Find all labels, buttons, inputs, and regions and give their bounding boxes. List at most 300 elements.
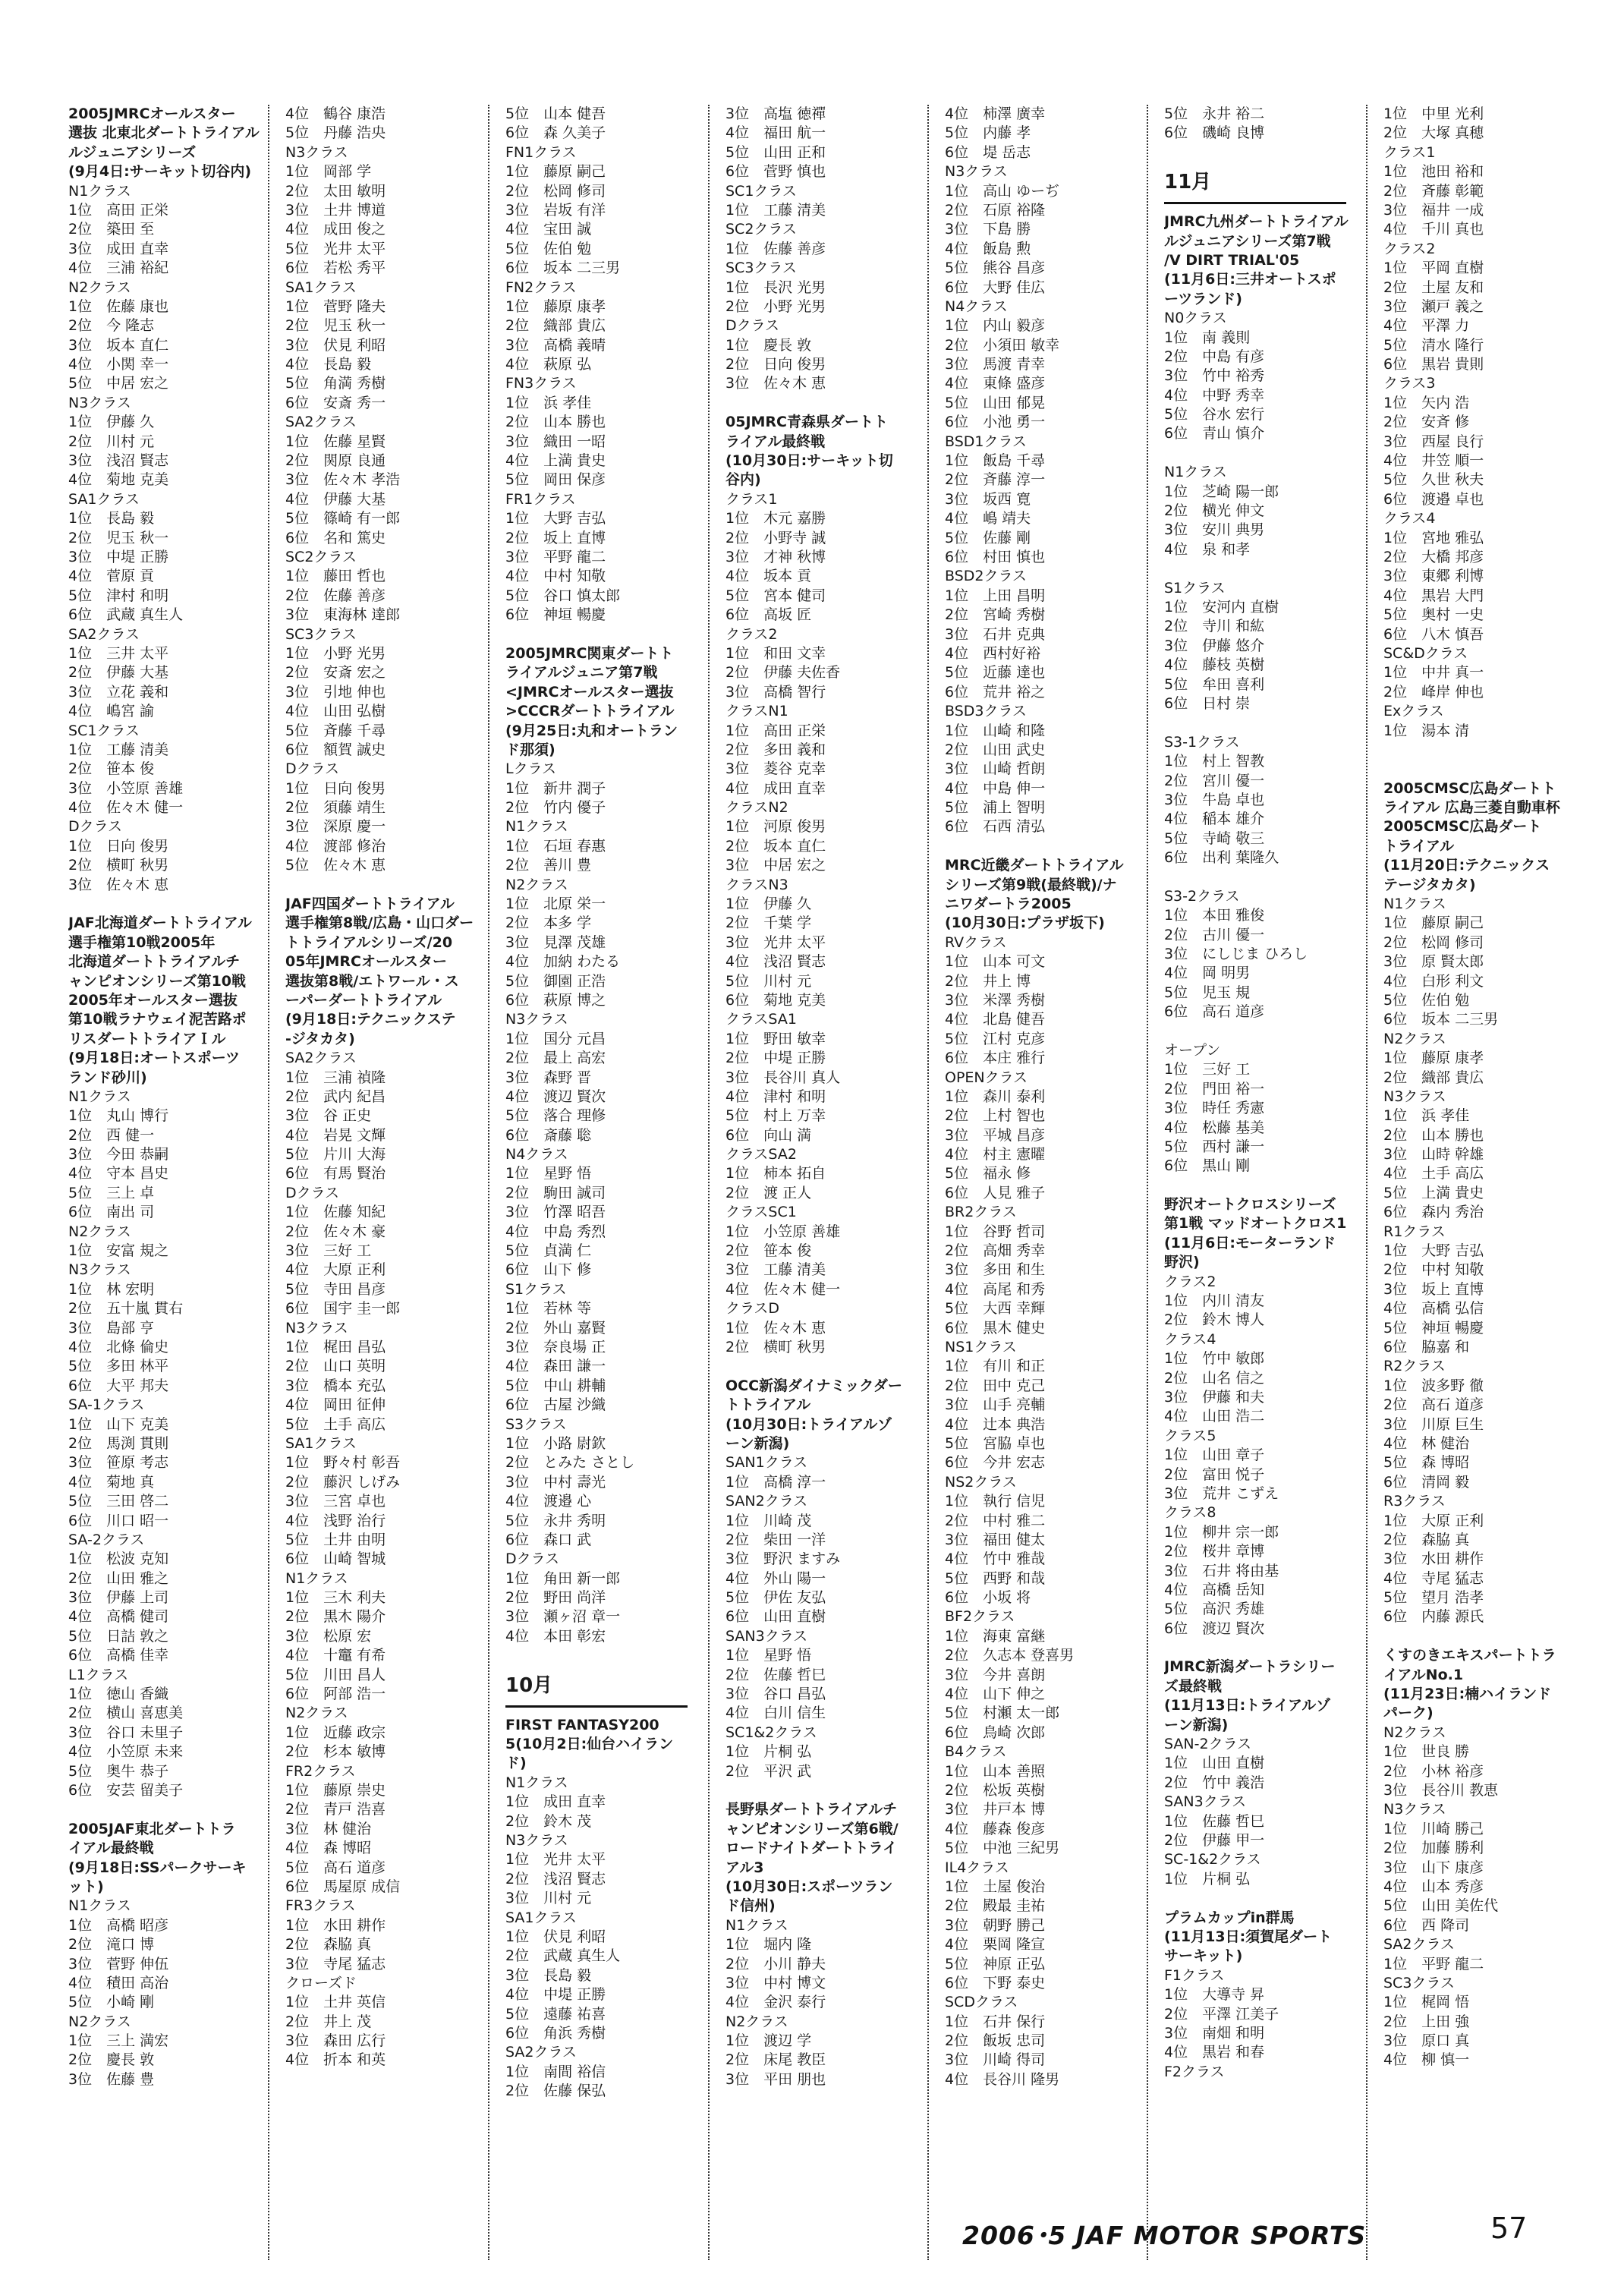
result-entry: 1位 宮地 雅弘 bbox=[1383, 529, 1484, 546]
result-entry: 5位 神垣 暢慶 bbox=[1383, 1319, 1484, 1336]
class-heading: FR2クラス bbox=[285, 1762, 356, 1780]
class-heading: SA-1クラス bbox=[68, 1396, 145, 1414]
result-entry: 6位 日村 崇 bbox=[1164, 694, 1251, 712]
event-title: 長野県ダートトライアルチ bbox=[725, 1801, 898, 1818]
class-heading: SAN1クラス bbox=[725, 1454, 808, 1472]
result-entry: 1位 片桐 弘 bbox=[725, 1743, 812, 1761]
result-entry: 1位 三井 太平 bbox=[68, 644, 169, 662]
results-column-7 bbox=[1383, 105, 1579, 2070]
result-entry: 6位 西 降司 bbox=[1383, 1916, 1470, 1934]
class-heading: クラスSA1 bbox=[725, 1011, 797, 1028]
result-entry: 1位 矢内 浩 bbox=[1383, 394, 1470, 411]
result-entry: 2位 横光 伸文 bbox=[1164, 502, 1265, 520]
event-title: ーパーダートトライアル bbox=[285, 991, 442, 1009]
result-entry: 4位 坂本 貢 bbox=[725, 568, 812, 585]
result-entry: 4位 柿澤 廣幸 bbox=[945, 105, 1046, 122]
section-spacer bbox=[1164, 143, 1360, 162]
result-entry: 2位 児玉 秋一 bbox=[285, 317, 386, 335]
result-entry: 1位 梶岡 悟 bbox=[1383, 1994, 1470, 2011]
class-heading: N1クラス bbox=[725, 1916, 788, 1934]
result-entry: 6位 萩原 博之 bbox=[505, 991, 606, 1009]
result-entry: 4位 白形 利文 bbox=[1383, 972, 1484, 990]
result-entry: 2位 山本 勝也 bbox=[505, 414, 606, 431]
result-entry: 1位 芝崎 陽一郎 bbox=[1164, 483, 1279, 500]
result-entry: 5位 望月 浩孝 bbox=[1383, 1589, 1484, 1607]
result-entry: 3位 平城 昌彦 bbox=[945, 1126, 1046, 1144]
result-entry: 1位 高田 正栄 bbox=[725, 722, 826, 739]
result-entry: 2位 平沢 武 bbox=[725, 1762, 812, 1780]
event-title: ランド砂川) bbox=[68, 1069, 147, 1086]
result-entry: 6位 内藤 源氏 bbox=[1383, 1608, 1484, 1626]
class-heading: SA1クラス bbox=[505, 1909, 577, 1926]
result-entry: 4位 菅原 貢 bbox=[68, 568, 155, 585]
event-title: 5(10月2日:仙台ハイラン bbox=[505, 1736, 674, 1753]
result-entry: 3位 伊藤 和夫 bbox=[1164, 1389, 1265, 1406]
result-entry: 3位 山手 亮輔 bbox=[945, 1396, 1046, 1414]
result-entry: 4位 柳 慎一 bbox=[1383, 2051, 1470, 2069]
result-entry: 3位 森野 晋 bbox=[505, 1069, 592, 1086]
result-entry: 1位 内川 清友 bbox=[1164, 1292, 1265, 1310]
result-entry: 3位 原 賢太郎 bbox=[1383, 953, 1484, 971]
result-entry: 2位 築田 至 bbox=[68, 221, 155, 238]
result-entry: 1位 平岡 直樹 bbox=[1383, 260, 1484, 277]
result-entry: 3位 高橋 義晴 bbox=[505, 336, 606, 354]
result-entry: 1位 日向 俊男 bbox=[285, 779, 386, 797]
result-entry: 6位 出利 葉隆久 bbox=[1164, 849, 1279, 867]
result-entry: 4位 成田 俊之 bbox=[285, 221, 386, 238]
result-entry: 6位 高坂 匠 bbox=[725, 606, 812, 624]
event-title: (9月18日:オートスポーツ bbox=[68, 1050, 240, 1067]
result-entry: 2位 横町 秋男 bbox=[725, 1339, 826, 1355]
class-heading: N3クラス bbox=[68, 394, 131, 411]
result-entry: 6位 川口 昭一 bbox=[68, 1512, 169, 1529]
class-heading: オープン bbox=[1164, 1041, 1221, 1059]
event-title: ーツランド) bbox=[1164, 290, 1242, 307]
result-entry: 3位 荒井 こずえ bbox=[1164, 1484, 1279, 1502]
class-heading: N2クラス bbox=[1383, 1724, 1446, 1741]
event-title: ーン新潟) bbox=[1164, 1716, 1229, 1733]
result-entry: 5位 津村 和明 bbox=[68, 587, 169, 604]
result-entry: 3位 野沢 ますみ bbox=[725, 1551, 841, 1568]
event-title: (11月6日:三井オートスポ bbox=[1164, 271, 1336, 288]
column-divider bbox=[1366, 105, 1367, 2260]
result-entry: 3位 山崎 哲朗 bbox=[945, 760, 1046, 778]
result-entry: 6位 森内 秀治 bbox=[1383, 1204, 1484, 1221]
result-entry: 1位 慶長 敦 bbox=[725, 336, 812, 354]
result-entry: 6位 南出 司 bbox=[68, 1204, 155, 1221]
result-entry: 2位 小川 静夫 bbox=[725, 1955, 826, 1972]
result-entry: 1位 野々村 彰吾 bbox=[285, 1454, 401, 1472]
result-entry: 5位 内藤 孝 bbox=[945, 124, 1031, 142]
result-entry: 5位 近藤 達也 bbox=[945, 664, 1046, 682]
result-entry: 3位 中村 博文 bbox=[725, 1974, 826, 1991]
class-heading: クラスSC1 bbox=[725, 1204, 797, 1221]
result-entry: 2位 笹本 俊 bbox=[68, 760, 155, 778]
result-entry: 3位 多田 和生 bbox=[945, 1261, 1046, 1279]
result-entry: 2位 斉藤 淳一 bbox=[945, 471, 1046, 489]
result-entry: 2位 安斉 修 bbox=[1383, 414, 1470, 431]
result-entry: 4位 津村 和明 bbox=[725, 1088, 826, 1105]
class-heading: SA-2クラス bbox=[68, 1531, 145, 1548]
result-entry: 1位 北原 栄一 bbox=[505, 896, 606, 913]
result-entry: 2位 宮川 優一 bbox=[1164, 772, 1265, 789]
result-entry: 3位 坂上 直博 bbox=[1383, 1280, 1484, 1298]
result-entry: 4位 高尾 和秀 bbox=[945, 1280, 1046, 1298]
result-entry: 4位 十竈 有希 bbox=[285, 1647, 386, 1664]
result-entry: 3位 平田 朋也 bbox=[725, 2070, 826, 2088]
result-entry: 6位 角浜 秀樹 bbox=[505, 2024, 606, 2042]
result-entry: 1位 柳井 宗一郎 bbox=[1164, 1523, 1279, 1541]
result-entry: 5位 岡田 保彦 bbox=[505, 471, 606, 489]
result-entry: 2位 伊藤 大基 bbox=[68, 664, 169, 682]
result-entry: 3位 佐々木 恵 bbox=[725, 375, 826, 392]
result-entry: 5位 多田 林平 bbox=[68, 1358, 169, 1375]
result-entry: 3位 奈良場 正 bbox=[505, 1339, 606, 1355]
result-entry: 3位 石井 克典 bbox=[945, 625, 1046, 643]
result-entry: 4位 外山 陽一 bbox=[725, 1569, 826, 1587]
result-entry: 2位 杉本 敏博 bbox=[285, 1743, 386, 1761]
result-entry: 1位 若林 等 bbox=[505, 1300, 592, 1318]
result-entry: 3位 朝野 勝己 bbox=[945, 1916, 1046, 1934]
class-heading: S3-2クラス bbox=[1164, 887, 1240, 905]
result-entry: 2位 松岡 修司 bbox=[1383, 933, 1484, 951]
result-entry: 1位 岡部 学 bbox=[285, 163, 372, 181]
result-entry: 3位 長谷川 真人 bbox=[725, 1069, 841, 1086]
result-entry: 1位 工藤 清美 bbox=[68, 741, 169, 758]
event-title: ット) bbox=[68, 1878, 104, 1895]
result-entry: 2位 児玉 秋一 bbox=[68, 529, 169, 546]
result-entry: 5位 宮脇 卓也 bbox=[945, 1434, 1046, 1452]
result-entry: 1位 角田 新一郎 bbox=[505, 1569, 621, 1587]
class-heading: SAN3クラス bbox=[725, 1627, 808, 1645]
result-entry: 3位 井戸本 博 bbox=[945, 1801, 1046, 1818]
event-title: 2005JAF東北ダートトラ bbox=[68, 1820, 236, 1837]
class-heading: FR1クラス bbox=[505, 490, 576, 508]
result-entry: 5位 谷水 宏行 bbox=[1164, 406, 1265, 423]
result-entry: 2位 宮崎 秀樹 bbox=[945, 606, 1046, 624]
result-entry: 3位 伏見 利昭 bbox=[285, 336, 386, 354]
result-entry: 1位 佐藤 星賢 bbox=[285, 433, 386, 450]
class-heading: N3クラス bbox=[505, 1831, 568, 1849]
result-entry: 3位 谷口 未里子 bbox=[68, 1724, 184, 1741]
result-entry: 1位 高山 ゆーぢ bbox=[945, 182, 1060, 200]
class-heading: Dクラス bbox=[505, 1551, 560, 1568]
result-entry: 4位 寺尾 猛志 bbox=[1383, 1569, 1484, 1587]
event-title: パーク) bbox=[1383, 1705, 1434, 1722]
section-spacer bbox=[1383, 1627, 1579, 1646]
event-title: ャンピオンシリーズ第10戦 bbox=[68, 972, 247, 990]
result-entry: 3位 才神 秋博 bbox=[725, 548, 826, 565]
result-entry: 4位 森田 謙一 bbox=[505, 1358, 606, 1375]
class-heading: SA2クラス bbox=[505, 2044, 577, 2061]
result-entry: 4位 渡邉 心 bbox=[505, 1493, 592, 1510]
class-heading: クラス4 bbox=[1383, 510, 1436, 527]
event-title: ロードナイトダートトライ bbox=[725, 1840, 898, 1857]
result-entry: 6位 黒山 剛 bbox=[1164, 1157, 1251, 1175]
result-entry: 6位 有馬 賢治 bbox=[285, 1165, 386, 1182]
result-entry: 1位 和田 文幸 bbox=[725, 644, 826, 662]
result-entry: 4位 加納 わたる bbox=[505, 953, 621, 971]
result-entry: 6位 安斎 秀一 bbox=[285, 394, 386, 411]
result-entry: 6位 安芸 留美子 bbox=[68, 1781, 184, 1799]
result-entry: 5位 熊谷 昌彦 bbox=[945, 260, 1046, 277]
class-heading: N3クラス bbox=[285, 143, 348, 161]
result-entry: 5位 森 博昭 bbox=[1383, 1454, 1470, 1472]
result-entry: 2位 須藤 靖生 bbox=[285, 799, 386, 817]
result-entry: 1位 佐々木 恵 bbox=[725, 1319, 826, 1336]
result-entry: 5位 三田 啓二 bbox=[68, 1493, 169, 1510]
event-title: ド) bbox=[505, 1755, 527, 1772]
result-entry: 3位 坂西 寛 bbox=[945, 490, 1031, 508]
event-title: ライアル最終戦 bbox=[725, 433, 826, 450]
result-entry: 5位 佐伯 勉 bbox=[505, 240, 592, 257]
result-entry: 5位 斉藤 千尋 bbox=[285, 722, 386, 739]
class-heading: N4クラス bbox=[505, 1146, 568, 1163]
result-entry: 3位 中居 宏之 bbox=[725, 857, 826, 874]
result-entry: 3位 川村 元 bbox=[505, 1890, 592, 1907]
result-entry: 2位 井上 博 bbox=[945, 972, 1031, 990]
class-heading: N1クラス bbox=[285, 1569, 348, 1587]
result-entry: 4位 平澤 力 bbox=[1383, 317, 1470, 335]
month-rule bbox=[1164, 202, 1346, 206]
result-entry: 2位 上村 智也 bbox=[945, 1107, 1046, 1125]
class-heading: S3クラス bbox=[505, 1415, 567, 1433]
result-entry: 5位 中居 宏之 bbox=[68, 375, 169, 392]
result-entry: 2位 山名 信之 bbox=[1164, 1369, 1265, 1387]
result-entry: 6位 若松 秀平 bbox=[285, 260, 386, 277]
result-entry: 1位 菅野 隆夫 bbox=[285, 298, 386, 315]
result-entry: 3位 下島 勝 bbox=[945, 221, 1031, 238]
result-entry: 3位 山時 幹雄 bbox=[1383, 1146, 1484, 1163]
result-entry: 1位 長島 毅 bbox=[68, 510, 155, 527]
results-column-2 bbox=[285, 105, 481, 2070]
result-entry: 2位 最上 高宏 bbox=[505, 1050, 606, 1067]
result-entry: 2位 山本 勝也 bbox=[1383, 1126, 1484, 1144]
event-title: (11月13日:須賀尾ダート bbox=[1164, 1928, 1333, 1945]
result-entry: 4位 山下 伸之 bbox=[945, 1686, 1046, 1703]
result-entry: 5位 土井 由明 bbox=[285, 1531, 386, 1548]
result-entry: 1位 高橋 淳一 bbox=[725, 1473, 826, 1491]
class-heading: S1クラス bbox=[1164, 579, 1226, 597]
result-entry: 2位 浅沼 賢志 bbox=[505, 1870, 606, 1887]
result-entry: 2位 坂上 直博 bbox=[505, 529, 606, 546]
result-entry: 4位 中村 知敬 bbox=[505, 568, 606, 585]
class-heading: N2クラス bbox=[68, 2013, 131, 2030]
result-entry: 4位 三浦 裕紀 bbox=[68, 260, 169, 277]
result-entry: 5位 山田 正和 bbox=[725, 143, 826, 161]
event-title: 05年JMRCオールスター bbox=[285, 953, 448, 971]
result-entry: 2位 野田 尚洋 bbox=[505, 1589, 606, 1607]
result-entry: 6位 渡辺 賢次 bbox=[1164, 1620, 1265, 1637]
result-entry: 5位 角満 秀樹 bbox=[285, 375, 386, 392]
result-entry: 5位 上満 貴史 bbox=[1383, 1184, 1484, 1201]
result-entry: 6位 鳥崎 次郎 bbox=[945, 1724, 1046, 1741]
result-entry: 3位 橋本 充弘 bbox=[285, 1377, 386, 1394]
result-entry: 1位 丸山 博行 bbox=[68, 1107, 169, 1125]
result-entry: 2位 松岡 修司 bbox=[505, 182, 606, 200]
event-title: 選抜 北東北ダートトライアル bbox=[68, 124, 260, 142]
class-heading: N1クラス bbox=[505, 818, 568, 836]
result-entry: 2位 五十嵐 貫右 bbox=[68, 1300, 184, 1318]
event-title: (9月4日:サーキット切谷内) bbox=[68, 163, 252, 181]
class-heading: N1クラス bbox=[505, 1774, 568, 1791]
result-entry: 3位 佐々木 恵 bbox=[68, 876, 169, 893]
result-entry: 4位 成田 直幸 bbox=[725, 779, 826, 797]
result-entry: 5位 川村 元 bbox=[725, 972, 812, 990]
class-heading: IL4クラス bbox=[945, 1859, 1009, 1876]
result-entry: 2位 安斎 宏之 bbox=[285, 664, 386, 682]
class-heading: FN2クラス bbox=[505, 279, 577, 296]
class-heading: N0クラス bbox=[1164, 310, 1227, 327]
section-spacer bbox=[725, 1781, 921, 1800]
result-entry: 4位 白川 信生 bbox=[725, 1705, 826, 1722]
column-divider bbox=[1147, 105, 1148, 2260]
result-entry: 2位 とみた さとし bbox=[505, 1454, 635, 1472]
event-title: 選抜第8戦/エトワール・ス bbox=[285, 972, 459, 990]
section-spacer bbox=[1164, 1639, 1360, 1658]
section-spacer bbox=[1383, 741, 1579, 760]
result-entry: 5位 山田 郁晃 bbox=[945, 394, 1046, 411]
result-entry: 3位 寺尾 猛志 bbox=[285, 1955, 386, 1972]
result-entry: 2位 小須田 敏幸 bbox=[945, 336, 1060, 354]
class-heading: SA1クラス bbox=[68, 490, 140, 508]
result-entry: 4位 西村好裕 bbox=[945, 644, 1041, 662]
result-entry: 3位 土井 博道 bbox=[285, 201, 386, 219]
result-entry: 1位 川崎 勝己 bbox=[1383, 1820, 1484, 1837]
result-entry: 4位 林 健治 bbox=[1383, 1434, 1470, 1452]
result-entry: 4位 積田 高治 bbox=[68, 1974, 169, 1991]
class-heading: SAN2クラス bbox=[725, 1493, 808, 1510]
result-entry: 5位 永井 裕二 bbox=[1164, 105, 1265, 122]
result-entry: 2位 竹中 義浩 bbox=[1164, 1774, 1265, 1791]
result-entry: 2位 横山 喜恵美 bbox=[68, 1705, 184, 1722]
result-entry: 2位 西 健一 bbox=[68, 1126, 155, 1144]
result-entry: 3位 瀬戸 義之 bbox=[1383, 298, 1484, 315]
result-entry: 6位 菅野 慎也 bbox=[725, 163, 826, 181]
section-spacer bbox=[725, 1357, 921, 1376]
result-entry: 5位 神原 正弘 bbox=[945, 1955, 1046, 1972]
result-entry: 6位 山下 修 bbox=[505, 1261, 592, 1279]
class-heading: Dクラス bbox=[68, 818, 123, 836]
result-entry: 3位 瀬ヶ沼 章一 bbox=[505, 1608, 621, 1626]
result-entry: 5位 高石 道彦 bbox=[285, 1859, 386, 1876]
event-title: アル3 bbox=[725, 1859, 764, 1876]
class-heading: BF2クラス bbox=[945, 1608, 1015, 1626]
event-title: (10月30日:スポーツラン bbox=[725, 1878, 893, 1895]
result-entry: 2位 善川 豊 bbox=[505, 857, 592, 874]
result-entry: 3位 高塩 徳禪 bbox=[725, 105, 826, 122]
result-entry: 6位 脇嘉 和 bbox=[1383, 1339, 1470, 1355]
event-title: 2005CMSC広島ダート bbox=[1383, 818, 1542, 836]
result-entry: 2位 中村 知敬 bbox=[1383, 1261, 1484, 1279]
result-entry: 4位 中堤 正勝 bbox=[505, 1986, 606, 2004]
result-entry: 6位 石西 清弘 bbox=[945, 818, 1046, 836]
result-entry: 3位 三好 工 bbox=[285, 1242, 372, 1260]
result-entry: 6位 高橋 佳幸 bbox=[68, 1647, 169, 1664]
result-entry: 4位 藤森 俊彦 bbox=[945, 1820, 1046, 1837]
section-spacer bbox=[68, 1800, 264, 1819]
result-entry: 3位 安川 典男 bbox=[1164, 521, 1265, 539]
result-entry: 6位 国宇 圭一郎 bbox=[285, 1300, 401, 1318]
class-heading: S1クラス bbox=[505, 1280, 567, 1298]
event-title: (10月30日:プラザ坂下) bbox=[945, 915, 1105, 932]
class-heading: SA2クラス bbox=[1383, 1936, 1455, 1954]
result-entry: 2位 日向 俊男 bbox=[725, 356, 826, 373]
result-entry: 2位 飯坂 忠司 bbox=[945, 2032, 1046, 2050]
result-entry: 3位 菱谷 克幸 bbox=[725, 760, 826, 778]
class-heading: BSD3クラス bbox=[945, 703, 1027, 720]
result-entry: 3位 笹原 考志 bbox=[68, 1454, 169, 1472]
result-entry: 3位 島部 亨 bbox=[68, 1319, 155, 1336]
result-entry: 4位 菊地 真 bbox=[68, 1473, 155, 1491]
result-entry: 5位 村上 万幸 bbox=[725, 1107, 826, 1125]
result-entry: 1位 大野 吉弘 bbox=[1383, 1242, 1484, 1260]
class-heading: SC1&2クラス bbox=[725, 1724, 817, 1741]
class-heading: N1クラス bbox=[68, 1088, 131, 1105]
result-entry: 4位 松藤 基美 bbox=[1164, 1119, 1265, 1136]
result-entry: 1位 石垣 春惠 bbox=[505, 837, 606, 855]
result-entry: 2位 山田 武史 bbox=[945, 741, 1046, 758]
result-entry: 2位 石原 裕隆 bbox=[945, 201, 1046, 219]
result-entry: 3位 水田 耕作 bbox=[1383, 1551, 1484, 1568]
result-entry: 1位 佐藤 善彦 bbox=[725, 240, 826, 257]
result-entry: 4位 黒岩 大門 bbox=[1383, 587, 1484, 604]
result-entry: 3位 工藤 清美 bbox=[725, 1261, 826, 1279]
result-entry: 5位 佐藤 剛 bbox=[945, 529, 1031, 546]
class-heading: NS1クラス bbox=[945, 1339, 1017, 1355]
result-entry: 2位 久志本 登喜男 bbox=[945, 1647, 1075, 1664]
event-title: 第10戦ラナウェイ泥苦路ポ bbox=[68, 1011, 247, 1028]
class-heading: FN1クラス bbox=[505, 143, 577, 161]
class-heading: クラス2 bbox=[725, 625, 778, 643]
result-entry: 4位 鶴谷 康浩 bbox=[285, 105, 386, 122]
result-entry: 2位 坂本 直仁 bbox=[725, 837, 826, 855]
result-entry: 3位 森田 広行 bbox=[285, 2032, 386, 2050]
result-entry: 4位 土手 高広 bbox=[1383, 1165, 1484, 1182]
result-entry: 1位 浜 孝佳 bbox=[1383, 1107, 1470, 1125]
class-heading: SC&Dクラス bbox=[1383, 644, 1468, 662]
result-entry: 1位 小路 尉欽 bbox=[505, 1434, 606, 1452]
event-title: 野沢) bbox=[1164, 1254, 1200, 1271]
result-entry: 1位 日向 俊男 bbox=[68, 837, 169, 855]
section-spacer bbox=[68, 895, 264, 914]
event-title: 2005JMRCオールスター bbox=[68, 105, 236, 122]
result-entry: 4位 竹中 雅哉 bbox=[945, 1551, 1046, 1568]
result-entry: 3位 松原 宏 bbox=[285, 1627, 372, 1645]
result-entry: 1位 高田 正栄 bbox=[68, 201, 169, 219]
event-title: 2005JMRC関東ダートト bbox=[505, 644, 674, 662]
result-entry: 5位 福永 修 bbox=[945, 1165, 1031, 1182]
class-heading: N1クラス bbox=[68, 1897, 131, 1915]
class-heading: SA1クラス bbox=[285, 279, 357, 296]
class-heading: L1クラス bbox=[68, 1666, 129, 1683]
class-heading: N2クラス bbox=[505, 876, 568, 893]
result-entry: 4位 佐々木 健一 bbox=[68, 799, 184, 817]
event-title: サーキット) bbox=[1164, 1947, 1243, 1965]
result-entry: 4位 守本 昌史 bbox=[68, 1165, 169, 1182]
result-entry: 3位 福井 一成 bbox=[1383, 201, 1484, 219]
result-entry: 6位 菊地 克美 bbox=[725, 991, 826, 1009]
result-entry: 6位 磯崎 良博 bbox=[1164, 124, 1265, 142]
result-entry: 3位 米澤 秀樹 bbox=[945, 991, 1046, 1009]
event-title: くすのきエキスパートトラ bbox=[1383, 1647, 1556, 1664]
result-entry: 6位 名和 篤史 bbox=[285, 529, 386, 546]
result-entry: 3位 見澤 茂雄 bbox=[505, 933, 606, 951]
section-spacer bbox=[945, 837, 1141, 856]
class-heading: OPENクラス bbox=[945, 1069, 1028, 1086]
section-spacer bbox=[725, 394, 921, 413]
result-entry: 4位 上満 貴史 bbox=[505, 452, 606, 470]
